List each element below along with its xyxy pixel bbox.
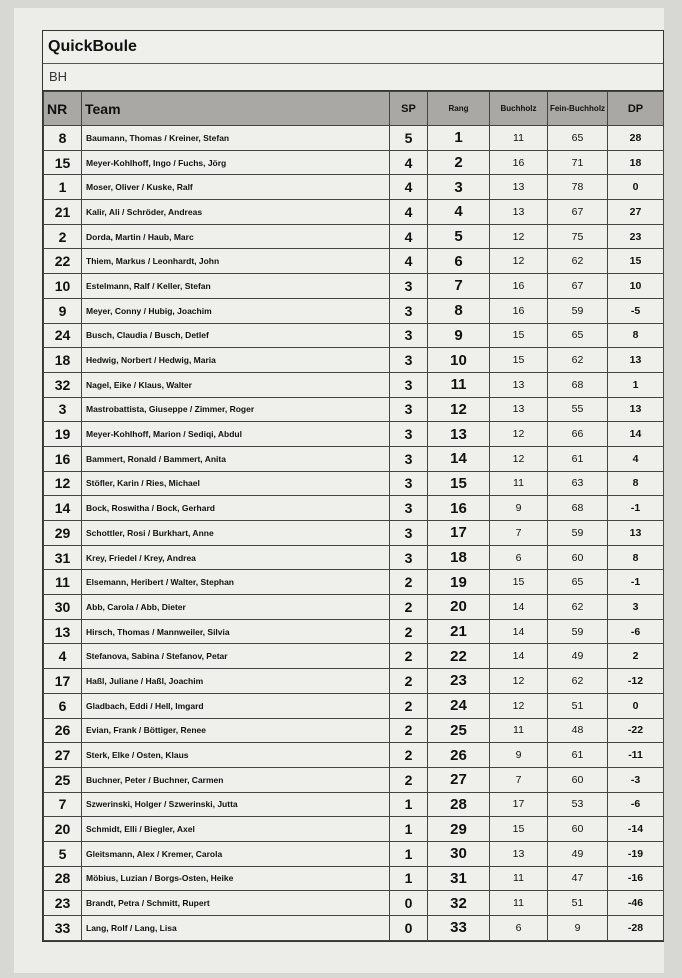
cell-rang: 26 — [428, 743, 490, 768]
cell-dp: 13 — [608, 397, 664, 422]
cell-nr: 17 — [44, 669, 82, 694]
cell-team: Gladbach, Eddi / Hell, Imgard — [82, 693, 390, 718]
cell-sp: 2 — [390, 619, 428, 644]
cell-feinbuchholz: 71 — [548, 150, 608, 175]
cell-team: Elsemann, Heribert / Walter, Stephan — [82, 570, 390, 595]
cell-dp: 23 — [608, 224, 664, 249]
cell-team: Bammert, Ronald / Bammert, Anita — [82, 446, 390, 471]
cell-nr: 31 — [44, 545, 82, 570]
cell-sp: 3 — [390, 298, 428, 323]
cell-nr: 21 — [44, 200, 82, 225]
cell-nr: 28 — [44, 866, 82, 891]
cell-feinbuchholz: 61 — [548, 446, 608, 471]
cell-rang: 7 — [428, 274, 490, 299]
cell-team: Schottler, Rosi / Burkhart, Anne — [82, 521, 390, 546]
table-row — [44, 521, 664, 546]
cell-dp: 0 — [608, 693, 664, 718]
cell-rang: 22 — [428, 644, 490, 669]
table-row — [44, 817, 664, 842]
cell-buchholz: 13 — [490, 841, 548, 866]
cell-rang: 15 — [428, 471, 490, 496]
cell-feinbuchholz: 68 — [548, 496, 608, 521]
cell-sp: 2 — [390, 570, 428, 595]
cell-team: Haßl, Juliane / Haßl, Joachim — [82, 669, 390, 694]
cell-rang: 29 — [428, 817, 490, 842]
cell-buchholz: 15 — [490, 323, 548, 348]
cell-feinbuchholz: 63 — [548, 471, 608, 496]
cell-dp: 14 — [608, 422, 664, 447]
cell-feinbuchholz: 47 — [548, 866, 608, 891]
cell-buchholz: 16 — [490, 298, 548, 323]
cell-team: Stefanova, Sabina / Stefanov, Petar — [82, 644, 390, 669]
header-feinbuchholz: Fein-Buchholz — [548, 92, 608, 126]
table-row — [44, 891, 664, 916]
cell-dp: 2 — [608, 644, 664, 669]
cell-feinbuchholz: 49 — [548, 841, 608, 866]
cell-buchholz: 14 — [490, 644, 548, 669]
cell-sp: 3 — [390, 323, 428, 348]
table-row — [44, 570, 664, 595]
cell-team: Sterk, Elke / Osten, Klaus — [82, 743, 390, 768]
cell-nr: 8 — [44, 126, 82, 151]
cell-nr: 3 — [44, 397, 82, 422]
cell-buchholz: 15 — [490, 817, 548, 842]
cell-nr: 30 — [44, 595, 82, 620]
cell-dp: 4 — [608, 446, 664, 471]
cell-buchholz: 9 — [490, 496, 548, 521]
cell-feinbuchholz: 59 — [548, 619, 608, 644]
cell-buchholz: 16 — [490, 150, 548, 175]
cell-buchholz: 11 — [490, 471, 548, 496]
cell-dp: -28 — [608, 916, 664, 941]
cell-buchholz: 16 — [490, 274, 548, 299]
cell-team: Lang, Rolf / Lang, Lisa — [82, 916, 390, 941]
cell-sp: 3 — [390, 397, 428, 422]
cell-nr: 18 — [44, 348, 82, 373]
cell-feinbuchholz: 66 — [548, 422, 608, 447]
table-row — [44, 422, 664, 447]
cell-buchholz: 12 — [490, 249, 548, 274]
cell-team: Abb, Carola / Abb, Dieter — [82, 595, 390, 620]
cell-dp: 28 — [608, 126, 664, 151]
table-row — [44, 372, 664, 397]
table-row — [44, 866, 664, 891]
cell-nr: 9 — [44, 298, 82, 323]
cell-buchholz: 13 — [490, 200, 548, 225]
cell-rang: 13 — [428, 422, 490, 447]
cell-feinbuchholz: 51 — [548, 693, 608, 718]
cell-buchholz: 7 — [490, 521, 548, 546]
cell-sp: 0 — [390, 891, 428, 916]
cell-team: Meyer, Conny / Hubig, Joachim — [82, 298, 390, 323]
cell-nr: 11 — [44, 570, 82, 595]
cell-dp: 27 — [608, 200, 664, 225]
cell-nr: 24 — [44, 323, 82, 348]
table-row — [44, 249, 664, 274]
cell-dp: -6 — [608, 619, 664, 644]
cell-team: Hedwig, Norbert / Hedwig, Maria — [82, 348, 390, 373]
cell-feinbuchholz: 59 — [548, 298, 608, 323]
cell-rang: 5 — [428, 224, 490, 249]
cell-team: Thiem, Markus / Leonhardt, John — [82, 249, 390, 274]
cell-buchholz: 6 — [490, 545, 548, 570]
table-row — [44, 446, 664, 471]
cell-feinbuchholz: 65 — [548, 570, 608, 595]
cell-rang: 2 — [428, 150, 490, 175]
cell-feinbuchholz: 62 — [548, 249, 608, 274]
cell-feinbuchholz: 61 — [548, 743, 608, 768]
cell-rang: 23 — [428, 669, 490, 694]
cell-team: Baumann, Thomas / Kreiner, Stefan — [82, 126, 390, 151]
cell-sp: 3 — [390, 274, 428, 299]
cell-dp: -14 — [608, 817, 664, 842]
cell-feinbuchholz: 62 — [548, 595, 608, 620]
cell-feinbuchholz: 60 — [548, 817, 608, 842]
table-row — [44, 496, 664, 521]
cell-nr: 29 — [44, 521, 82, 546]
cell-team: Brandt, Petra / Schmitt, Rupert — [82, 891, 390, 916]
table-row — [44, 916, 664, 941]
cell-sp: 0 — [390, 916, 428, 941]
cell-buchholz: 14 — [490, 619, 548, 644]
cell-team: Szwerinski, Holger / Szwerinski, Jutta — [82, 792, 390, 817]
cell-sp: 2 — [390, 644, 428, 669]
cell-nr: 19 — [44, 422, 82, 447]
cell-sp: 2 — [390, 767, 428, 792]
cell-dp: -19 — [608, 841, 664, 866]
cell-sp: 3 — [390, 422, 428, 447]
cell-team: Meyer-Kohlhoff, Marion / Sediqi, Abdul — [82, 422, 390, 447]
cell-feinbuchholz: 53 — [548, 792, 608, 817]
cell-rang: 21 — [428, 619, 490, 644]
cell-dp: -11 — [608, 743, 664, 768]
cell-nr: 4 — [44, 644, 82, 669]
cell-sp: 4 — [390, 224, 428, 249]
table-row — [44, 792, 664, 817]
cell-sp: 3 — [390, 496, 428, 521]
cell-sp: 3 — [390, 521, 428, 546]
standings-table — [43, 91, 664, 941]
table-row — [44, 298, 664, 323]
cell-feinbuchholz: 60 — [548, 545, 608, 570]
cell-rang: 14 — [428, 446, 490, 471]
cell-nr: 23 — [44, 891, 82, 916]
cell-rang: 19 — [428, 570, 490, 595]
cell-sp: 5 — [390, 126, 428, 151]
cell-rang: 18 — [428, 545, 490, 570]
cell-dp: 0 — [608, 175, 664, 200]
cell-feinbuchholz: 75 — [548, 224, 608, 249]
table-row — [44, 397, 664, 422]
cell-dp: 8 — [608, 471, 664, 496]
cell-buchholz: 14 — [490, 595, 548, 620]
cell-sp: 1 — [390, 792, 428, 817]
cell-feinbuchholz: 68 — [548, 372, 608, 397]
cell-nr: 27 — [44, 743, 82, 768]
cell-buchholz: 13 — [490, 397, 548, 422]
cell-nr: 7 — [44, 792, 82, 817]
cell-team: Estelmann, Ralf / Keller, Stefan — [82, 274, 390, 299]
cell-buchholz: 13 — [490, 175, 548, 200]
cell-team: Möbius, Luzian / Borgs-Osten, Heike — [82, 866, 390, 891]
cell-dp: 13 — [608, 348, 664, 373]
header-team: Team — [82, 92, 390, 126]
cell-team: Evian, Frank / Böttiger, Renee — [82, 718, 390, 743]
cell-dp: 15 — [608, 249, 664, 274]
cell-rang: 17 — [428, 521, 490, 546]
cell-rang: 9 — [428, 323, 490, 348]
cell-dp: 18 — [608, 150, 664, 175]
cell-nr: 33 — [44, 916, 82, 941]
table-row — [44, 595, 664, 620]
table-row — [44, 150, 664, 175]
cell-nr: 6 — [44, 693, 82, 718]
cell-team: Gleitsmann, Alex / Kremer, Carola — [82, 841, 390, 866]
cell-rang: 20 — [428, 595, 490, 620]
cell-dp: -3 — [608, 767, 664, 792]
table-row — [44, 545, 664, 570]
cell-buchholz: 12 — [490, 446, 548, 471]
cell-team: Meyer-Kohlhoff, Ingo / Fuchs, Jörg — [82, 150, 390, 175]
cell-feinbuchholz: 65 — [548, 323, 608, 348]
cell-feinbuchholz: 55 — [548, 397, 608, 422]
cell-feinbuchholz: 48 — [548, 718, 608, 743]
cell-nr: 10 — [44, 274, 82, 299]
cell-rang: 33 — [428, 916, 490, 941]
cell-buchholz: 11 — [490, 718, 548, 743]
cell-sp: 1 — [390, 817, 428, 842]
cell-dp: -5 — [608, 298, 664, 323]
table-row — [44, 841, 664, 866]
cell-nr: 12 — [44, 471, 82, 496]
table-row — [44, 175, 664, 200]
cell-rang: 6 — [428, 249, 490, 274]
cell-rang: 25 — [428, 718, 490, 743]
cell-dp: 3 — [608, 595, 664, 620]
cell-dp: 8 — [608, 545, 664, 570]
cell-nr: 20 — [44, 817, 82, 842]
cell-buchholz: 7 — [490, 767, 548, 792]
cell-rang: 10 — [428, 348, 490, 373]
cell-dp: -16 — [608, 866, 664, 891]
cell-team: Schmidt, Elli / Biegler, Axel — [82, 817, 390, 842]
cell-sp: 3 — [390, 471, 428, 496]
table-row — [44, 323, 664, 348]
cell-buchholz: 12 — [490, 669, 548, 694]
cell-dp: -6 — [608, 792, 664, 817]
cell-feinbuchholz: 67 — [548, 200, 608, 225]
table-row — [44, 619, 664, 644]
table-row — [44, 200, 664, 225]
cell-nr: 15 — [44, 150, 82, 175]
paper-sheet — [14, 8, 664, 973]
cell-sp: 2 — [390, 718, 428, 743]
table-row — [44, 224, 664, 249]
table-row — [44, 718, 664, 743]
cell-team: Stöfler, Karin / Ries, Michael — [82, 471, 390, 496]
cell-buchholz: 17 — [490, 792, 548, 817]
table-row — [44, 644, 664, 669]
table-row — [44, 669, 664, 694]
header-nr: NR — [44, 92, 82, 126]
cell-nr: 14 — [44, 496, 82, 521]
cell-rang: 11 — [428, 372, 490, 397]
cell-sp: 3 — [390, 348, 428, 373]
cell-feinbuchholz: 67 — [548, 274, 608, 299]
standings-document — [42, 30, 664, 942]
header-row — [44, 92, 664, 126]
cell-nr: 32 — [44, 372, 82, 397]
cell-team: Hirsch, Thomas / Mannweiler, Silvia — [82, 619, 390, 644]
cell-buchholz: 6 — [490, 916, 548, 941]
cell-dp: -22 — [608, 718, 664, 743]
cell-dp: -1 — [608, 570, 664, 595]
table-row — [44, 743, 664, 768]
cell-buchholz: 15 — [490, 570, 548, 595]
cell-sp: 1 — [390, 841, 428, 866]
table-row — [44, 274, 664, 299]
cell-nr: 5 — [44, 841, 82, 866]
cell-feinbuchholz: 51 — [548, 891, 608, 916]
cell-feinbuchholz: 78 — [548, 175, 608, 200]
cell-rang: 12 — [428, 397, 490, 422]
cell-buchholz: 9 — [490, 743, 548, 768]
table-body — [44, 126, 664, 941]
cell-nr: 22 — [44, 249, 82, 274]
cell-team: Krey, Friedel / Krey, Andrea — [82, 545, 390, 570]
cell-rang: 16 — [428, 496, 490, 521]
cell-feinbuchholz: 60 — [548, 767, 608, 792]
cell-rang: 3 — [428, 175, 490, 200]
cell-rang: 28 — [428, 792, 490, 817]
cell-buchholz: 12 — [490, 422, 548, 447]
table-row — [44, 767, 664, 792]
cell-buchholz: 12 — [490, 693, 548, 718]
cell-rang: 32 — [428, 891, 490, 916]
cell-sp: 4 — [390, 175, 428, 200]
cell-rang: 1 — [428, 126, 490, 151]
cell-dp: -12 — [608, 669, 664, 694]
cell-sp: 4 — [390, 200, 428, 225]
cell-rang: 4 — [428, 200, 490, 225]
cell-feinbuchholz: 59 — [548, 521, 608, 546]
cell-dp: 13 — [608, 521, 664, 546]
header-rang: Rang — [428, 92, 490, 126]
cell-dp: 1 — [608, 372, 664, 397]
cell-dp: -46 — [608, 891, 664, 916]
cell-sp: 4 — [390, 150, 428, 175]
cell-sp: 2 — [390, 669, 428, 694]
cell-rang: 8 — [428, 298, 490, 323]
cell-team: Dorda, Martin / Haub, Marc — [82, 224, 390, 249]
cell-dp: -1 — [608, 496, 664, 521]
cell-buchholz: 11 — [490, 866, 548, 891]
cell-nr: 13 — [44, 619, 82, 644]
table-row — [44, 126, 664, 151]
cell-team: Kalir, Ali / Schröder, Andreas — [82, 200, 390, 225]
table-row — [44, 471, 664, 496]
cell-sp: 2 — [390, 743, 428, 768]
cell-team: Busch, Claudia / Busch, Detlef — [82, 323, 390, 348]
cell-nr: 26 — [44, 718, 82, 743]
header-buchholz: Buchholz — [490, 92, 548, 126]
cell-sp: 2 — [390, 595, 428, 620]
cell-dp: 10 — [608, 274, 664, 299]
cell-rang: 27 — [428, 767, 490, 792]
cell-buchholz: 12 — [490, 224, 548, 249]
cell-sp: 4 — [390, 249, 428, 274]
cell-feinbuchholz: 62 — [548, 348, 608, 373]
table-row — [44, 348, 664, 373]
cell-rang: 31 — [428, 866, 490, 891]
cell-feinbuchholz: 65 — [548, 126, 608, 151]
cell-buchholz: 11 — [490, 126, 548, 151]
header-dp: DP — [608, 92, 664, 126]
cell-rang: 24 — [428, 693, 490, 718]
header-sp: SP — [390, 92, 428, 126]
cell-sp: 3 — [390, 372, 428, 397]
cell-sp: 2 — [390, 693, 428, 718]
cell-feinbuchholz: 49 — [548, 644, 608, 669]
cell-team: Bock, Roswitha / Bock, Gerhard — [82, 496, 390, 521]
cell-nr: 16 — [44, 446, 82, 471]
document-subtitle: BH — [43, 64, 663, 91]
cell-sp: 3 — [390, 545, 428, 570]
cell-rang: 30 — [428, 841, 490, 866]
cell-nr: 2 — [44, 224, 82, 249]
cell-team: Moser, Oliver / Kuske, Ralf — [82, 175, 390, 200]
cell-feinbuchholz: 62 — [548, 669, 608, 694]
document-title: QuickBoule — [43, 31, 663, 64]
cell-buchholz: 15 — [490, 348, 548, 373]
cell-dp: 8 — [608, 323, 664, 348]
cell-team: Buchner, Peter / Buchner, Carmen — [82, 767, 390, 792]
cell-team: Nagel, Eike / Klaus, Walter — [82, 372, 390, 397]
cell-nr: 1 — [44, 175, 82, 200]
cell-buchholz: 13 — [490, 372, 548, 397]
cell-nr: 25 — [44, 767, 82, 792]
cell-team: Mastrobattista, Giuseppe / Zimmer, Roger — [82, 397, 390, 422]
cell-sp: 1 — [390, 866, 428, 891]
table-row — [44, 693, 664, 718]
cell-sp: 3 — [390, 446, 428, 471]
cell-buchholz: 11 — [490, 891, 548, 916]
cell-feinbuchholz: 9 — [548, 916, 608, 941]
